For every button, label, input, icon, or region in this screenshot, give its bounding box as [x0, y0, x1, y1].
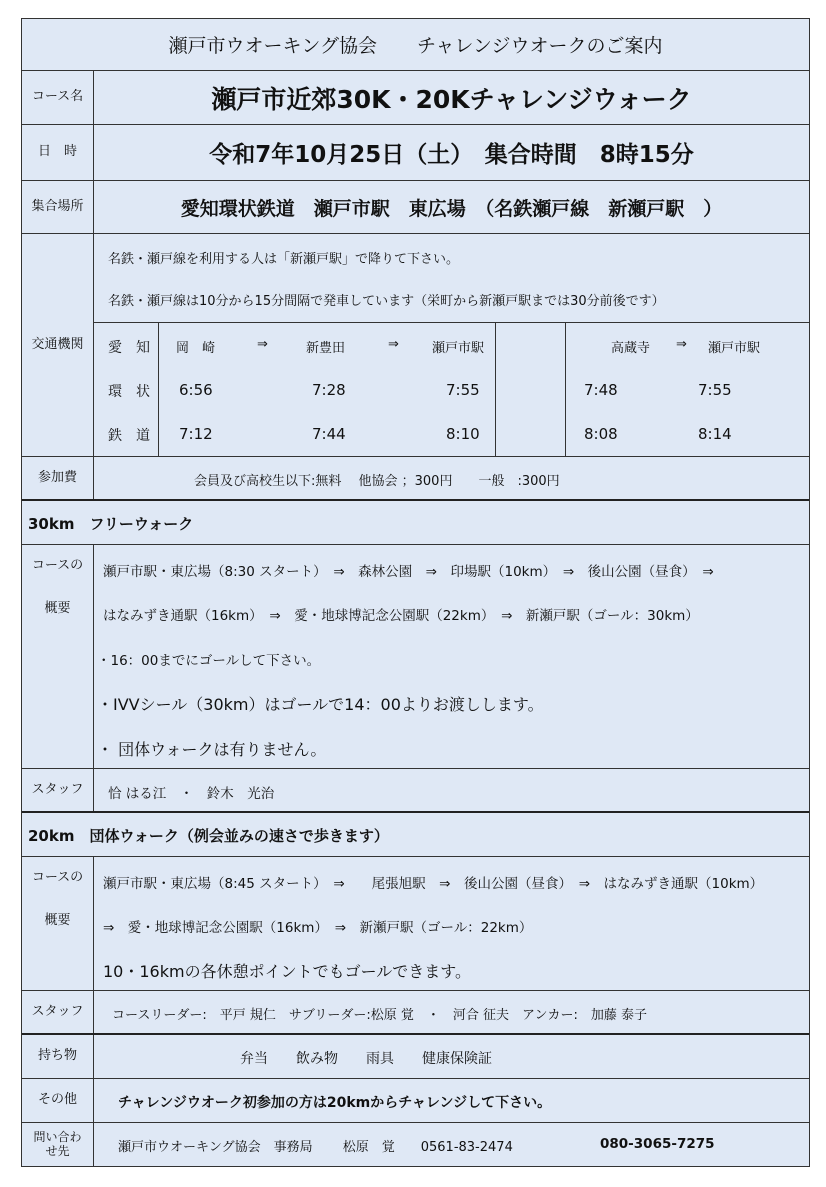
walk20-overview-label — [22, 857, 94, 990]
transport-row — [22, 234, 809, 457]
walk30-line: はなみずき通駅（16km） ⇒ 愛・地球博記念公園駅（22km） ⇒ 新瀬戸駅（ゴール：30km） — [103, 608, 699, 624]
fee-value: 会員及び高校生以下:無料 他協会 ；300円 一般 :300円 — [194, 474, 560, 489]
transport-note-1: 名鉄・瀬戸線を利用する人は「新瀬戸駅」で降りて下さい。 — [108, 252, 460, 267]
course-label: コース名 — [22, 71, 94, 124]
time-cell: 7:55 — [698, 381, 732, 399]
time-cell: 7:44 — [312, 425, 346, 443]
overview-label-line: コースの — [31, 558, 84, 573]
walk20-heading: 20km 団体ウォーク（例会並みの速さで歩きます） — [28, 827, 389, 845]
items-label: 持ち物 — [22, 1035, 94, 1078]
walk20-line: 10・16kmの各休憩ポイントでもゴールできます。 — [103, 962, 471, 981]
date-row — [22, 125, 809, 181]
other-label: その他 — [22, 1079, 94, 1122]
fee-row — [22, 457, 809, 501]
walk20-overview-row — [22, 857, 809, 991]
time-cell: 8:08 — [584, 425, 618, 443]
arrow-icon: ⇒ — [388, 337, 399, 352]
station-kozoji: 高蔵寺 — [611, 341, 651, 356]
walk30-heading-row — [22, 501, 809, 545]
fee-label: 参加費 — [22, 457, 94, 499]
header-title: チャレンジウオークのご案内 — [416, 35, 663, 57]
station-shintoyota: 新豊田 — [306, 341, 346, 356]
date-value: 令和7年10月25日（土） 集合時間 8時15分 — [209, 142, 694, 168]
arrow-icon: ⇒ — [257, 337, 268, 352]
line-label-2: 環 状 — [108, 384, 150, 400]
contact-value: 瀬戸市ウオーキング協会 事務局 松原 覚 0561-83-2474 — [118, 1140, 513, 1155]
arrow-icon: ⇒ — [676, 337, 687, 352]
meeting-value: 愛知環状鉄道 瀬戸市駅 東広場 （名鉄瀬戸線 新瀬戸駅 ） — [180, 197, 723, 220]
time-cell: 8:14 — [698, 425, 732, 443]
walk30-staff-row — [22, 769, 809, 813]
info-sheet — [21, 18, 810, 1167]
contact-mobile: 080-3065-7275 — [600, 1136, 715, 1152]
overview-label-line: 概要 — [44, 600, 71, 616]
contact-label: 問い合わせ先 — [22, 1123, 94, 1166]
line-label-1: 愛 知 — [108, 340, 150, 356]
other-value: チャレンジウオーク初参加の方は20kmからチャレンジして下さい。 — [118, 1095, 552, 1111]
walk20-line: ⇒ 愛・地球博記念公園駅（16km） ⇒ 新瀬戸駅（ゴール：22km） — [103, 920, 533, 936]
walk30-line: ・ 団体ウォークは有りません。 — [97, 740, 327, 759]
walk20-staff: コースリーダー: 平戸 規仁 サブリーダー:松原 覚 ・ 河合 征夫 アンカー: 加藤 泰子 — [112, 1008, 647, 1023]
walk30-line: 瀬戸市駅・東広場（8:30 スタート） ⇒ 森林公園 ⇒ 印場駅（10km） ⇒ 後山公園（昼食） ⇒ — [103, 564, 714, 580]
walk30-staff-label: スタッフ — [22, 769, 94, 811]
walk20-heading-row — [22, 813, 809, 857]
meeting-label: 集合場所 — [22, 181, 94, 233]
walk30-overview-label — [22, 545, 94, 768]
header-org: 瀬戸市ウオーキング協会 — [168, 35, 377, 57]
walk30-staff: 恰 はる江 ・ 鈴木 光治 — [108, 786, 275, 802]
overview-label-line: 概要 — [44, 912, 71, 928]
line-label-3: 鉄 道 — [108, 428, 150, 444]
walk20-line: 瀬戸市駅・東広場（8:45 スタート） ⇒ 尾張旭駅 ⇒ 後山公園（昼食） ⇒ はなみずき通駅（10km） — [103, 876, 764, 892]
time-cell: 6:56 — [179, 381, 213, 399]
time-cell: 7:28 — [312, 381, 346, 399]
course-row — [22, 71, 809, 125]
items-value: 弁当 飲み物 雨具 健康保険証 — [240, 1051, 492, 1067]
station-setoshi: 瀬戸市駅 — [432, 341, 485, 356]
walk30-line: ・IVVシール（30km）はゴールで14：00よりお渡しします。 — [97, 695, 544, 714]
walk30-overview-row — [22, 545, 809, 769]
other-row — [22, 1079, 809, 1123]
transport-label: 交通機関 — [22, 234, 94, 456]
time-cell: 7:12 — [179, 425, 213, 443]
contact-row — [22, 1123, 809, 1166]
time-cell: 8:10 — [446, 425, 480, 443]
station-setoshi-2: 瀬戸市駅 — [708, 341, 761, 356]
header-row — [22, 19, 809, 71]
course-name: 瀬戸市近郊30K・20Kチャレンジウォーク — [211, 84, 692, 114]
walk30-line: ・16：00までにゴールして下さい。 — [97, 653, 321, 669]
walk20-staff-label: スタッフ — [22, 991, 94, 1033]
meeting-row — [22, 181, 809, 234]
transport-note-2: 名鉄・瀬戸線は10分から15分間隔で発車しています（栄町から新瀬戸駅までは30分前後です） — [108, 294, 665, 309]
overview-label-line: コースの — [31, 870, 84, 885]
items-row — [22, 1035, 809, 1079]
time-cell: 7:48 — [584, 381, 618, 399]
station-okazaki: 岡 崎 — [176, 341, 216, 356]
time-cell: 7:55 — [446, 381, 480, 399]
walk30-heading: 30km フリーウォーク — [28, 515, 194, 533]
walk20-staff-row — [22, 991, 809, 1035]
date-label: 日 時 — [22, 125, 94, 180]
